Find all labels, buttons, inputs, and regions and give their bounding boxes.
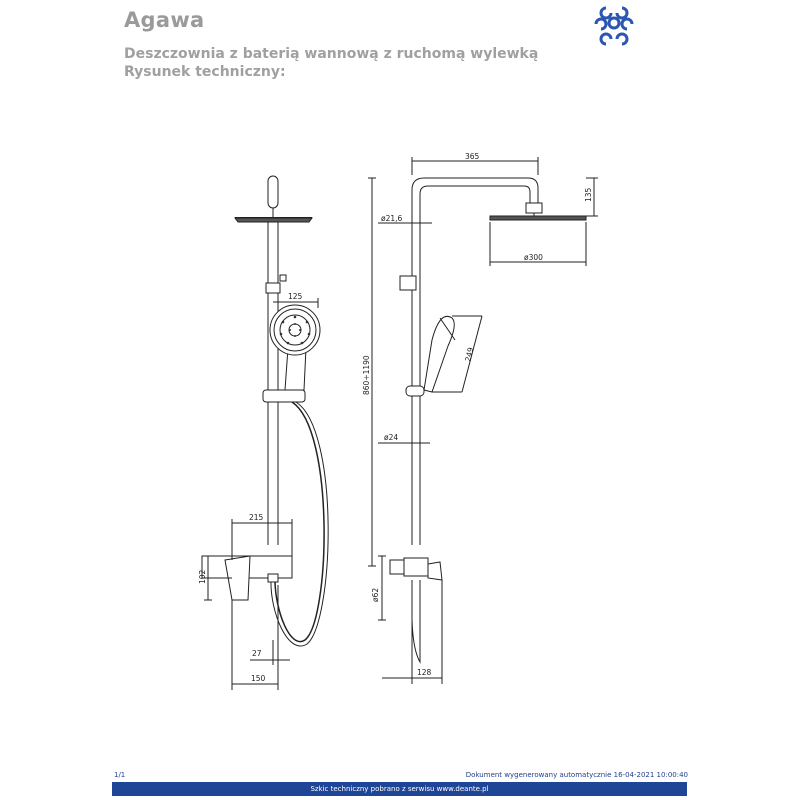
drawing-label: Rysunek techniczny:: [124, 64, 286, 80]
front-view: [202, 176, 328, 690]
footer-source-bar: [112, 782, 687, 796]
dim-860-1190: 860÷1190: [362, 355, 371, 395]
dim-125: 125: [288, 292, 303, 301]
dim-d21-6: ø21,6: [381, 214, 403, 223]
dim-102: 102: [198, 569, 207, 584]
dim-365: 365: [465, 152, 480, 161]
dim-150: 150: [251, 674, 266, 683]
product-subtitle: Deszczownia z baterią wannową z ruchomą wylewką: [124, 46, 539, 62]
dim-d24: ø24: [384, 433, 399, 442]
dim-d300: ø300: [524, 253, 543, 262]
dim-135: 135: [584, 187, 593, 202]
page-number: 1/1: [114, 771, 126, 779]
page-title: Agawa: [124, 8, 205, 32]
dim-d62: ø62: [371, 587, 380, 602]
dim-128: 128: [417, 668, 432, 677]
dim-249: 249: [463, 346, 476, 363]
dim-215: 215: [249, 513, 264, 522]
generated-note: Dokument wygenerowany automatycznie 16-04-2021 10:00:40: [465, 771, 688, 779]
footer-source-text: Szkic techniczny pobrano z serwisu www.deante.pl: [310, 785, 489, 793]
side-view: [368, 157, 598, 684]
dim-27: 27: [252, 649, 262, 658]
